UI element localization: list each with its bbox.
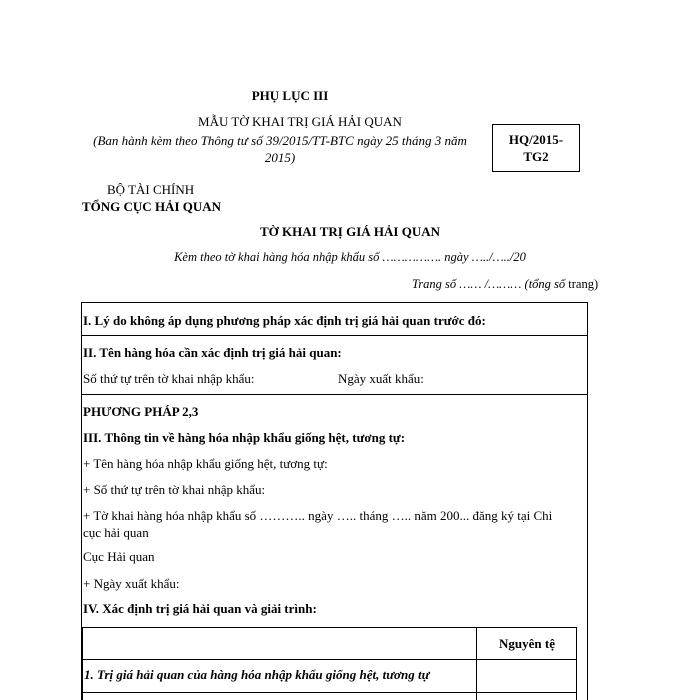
section-2-heading: II. Tên hàng hóa cần xác định trị giá hải quan: bbox=[83, 345, 342, 360]
issued-note-line1: (Ban hành kèm theo Thông tư số 39/2015/TT-BTC ngày 25 tháng 3 năm bbox=[93, 133, 467, 148]
customs-department: Cục Hải quan bbox=[83, 549, 155, 564]
form-code-line2: TG2 bbox=[523, 149, 549, 164]
method-heading: PHƯƠNG PHÁP 2,3 bbox=[83, 404, 199, 419]
form-code-box bbox=[492, 124, 580, 172]
identical-goods-export-date: + Ngày xuất khẩu: bbox=[83, 576, 180, 591]
sequence-number-label: Số thứ tự trên tờ khai nhập khẩu: bbox=[83, 371, 255, 386]
identical-goods-name: + Tên hàng hóa nhập khẩu giống hệt, tương tự: bbox=[83, 456, 328, 471]
attached-declaration-note: Kèm theo tờ khai hàng hóa nhập khẩu số ……………. ngày …../…../20 bbox=[174, 250, 526, 264]
ministry-name: BỘ TÀI CHÍNH bbox=[107, 182, 195, 197]
page-number-italic: Trang số …… /……… (tổng số bbox=[412, 277, 566, 291]
form-code-line1: HQ/2015- bbox=[508, 132, 564, 147]
appendix-title: PHỤ LỤC III bbox=[251, 88, 329, 103]
page-number-note bbox=[412, 277, 598, 292]
table-row-divider bbox=[82, 692, 577, 693]
form-template-title: MẪU TỜ KHAI TRỊ GIÁ HẢI QUAN bbox=[198, 114, 402, 129]
section-3-heading: III. Thông tin về hàng hóa nhập khẩu giống hệt, tương tự: bbox=[83, 430, 406, 445]
issued-note-line2: 2015) bbox=[264, 150, 296, 165]
table-row-divider bbox=[82, 659, 577, 660]
export-date-label: Ngày xuất khẩu: bbox=[338, 371, 424, 386]
currency-column-header: Nguyên tệ bbox=[499, 636, 555, 651]
row-divider bbox=[81, 335, 588, 336]
row-divider bbox=[81, 394, 588, 395]
document-title: TỜ KHAI TRỊ GIÁ HẢI QUAN bbox=[260, 224, 440, 239]
identical-goods-sequence: + Số thứ tự trên tờ khai nhập khẩu: bbox=[83, 482, 266, 497]
identical-goods-declaration-line1: + Tờ khai hàng hóa nhập khẩu số ……….. ngày ….. tháng ….. năm 200... đăng ký tại Chi bbox=[83, 508, 553, 523]
issued-note bbox=[80, 132, 480, 166]
page-number-rest: trang) bbox=[565, 277, 599, 291]
department-name: TỔNG CỤC HẢI QUAN bbox=[82, 199, 222, 214]
valuation-row-1: 1. Trị giá hải quan của hàng hóa nhập khẩu giống hệt, tương tự bbox=[84, 667, 430, 682]
identical-goods-declaration-line2: cục hải quan bbox=[83, 525, 149, 540]
section-1-heading: I. Lý do không áp dụng phương pháp xác định trị giá hải quan trước đó: bbox=[83, 313, 486, 328]
section-4-heading: IV. Xác định trị giá hải quan và giải trình: bbox=[83, 601, 317, 616]
